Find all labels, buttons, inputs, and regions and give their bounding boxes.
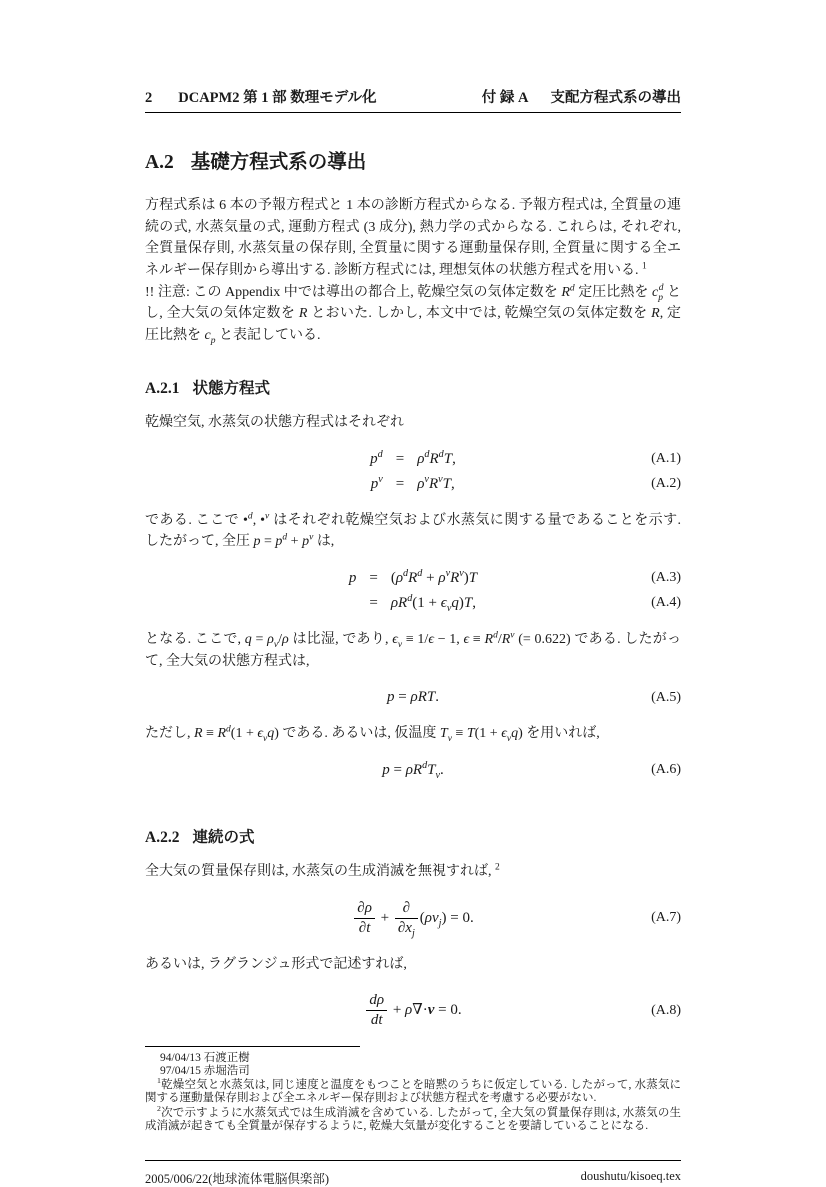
equation-label-a3: (A.3) xyxy=(651,570,681,586)
page-footer xyxy=(145,1169,681,1187)
equation-a8 xyxy=(145,992,681,1029)
equation-a6 xyxy=(145,759,681,781)
equation-rhs: $\rho^vR^vT$, xyxy=(417,473,455,492)
footnote-rule xyxy=(145,1046,360,1047)
subsection-title: 状態方程式 xyxy=(192,379,270,397)
equation-lhs xyxy=(349,591,357,616)
subsection-heading-state-equation xyxy=(145,376,681,398)
header-left-title: DCAPM2 第 1 部 数理モデル化 xyxy=(178,90,377,106)
equation-a1 xyxy=(370,447,456,472)
equation-body: $p = \rho R^dT_v$. xyxy=(382,759,444,781)
equation-a3 xyxy=(349,566,477,591)
page-number: 2 xyxy=(145,90,153,106)
footer-left: 2005/006/22(地球流体電脳倶楽部) xyxy=(145,1171,330,1186)
equation-lhs: $p^d$ xyxy=(370,448,383,467)
equation-rhs: $\rho^dR^dT$, xyxy=(417,448,456,467)
footer-right: doushutu/kisoeq.tex xyxy=(580,1168,681,1183)
equation-relation: = xyxy=(395,450,405,467)
section-number: A.2 xyxy=(145,152,174,173)
equation-body: p = ρRT. xyxy=(387,689,439,706)
equation-a2 xyxy=(370,472,456,497)
equation-group-total-pressure xyxy=(145,566,681,616)
page-header xyxy=(145,86,681,113)
virtual-temperature-paragraph: ただし, $R \equiv R^d(1 + \epsilon_vq)$ である. あるいは, 仮温度 $T_v \equiv T(1 + \epsilon_vq)$ を用いれば, xyxy=(145,724,600,745)
equation-lhs: p xyxy=(348,569,357,586)
footnote-dates xyxy=(160,1052,681,1077)
equation-body: $\frac{d\rho}{dt}$ + ρ∇·v = 0. xyxy=(364,1002,461,1018)
state-equation-intro: 乾燥空気, 水蒸気の状態方程式はそれぞれ xyxy=(145,414,404,430)
lagrange-intro-paragraph: あるいは, ラグランジュ形式で記述すれば, xyxy=(145,956,407,972)
subsection-number: A.2.2 xyxy=(145,828,180,846)
equation-label-a7: (A.7) xyxy=(651,910,681,926)
continuity-intro-paragraph: 全大気の質量保存則は, 水蒸気の生成消滅を無視すれば, $^2$ xyxy=(145,862,500,879)
subsection-number: A.2.1 xyxy=(145,379,180,397)
section-heading xyxy=(145,146,681,174)
equation-label-a5: (A.5) xyxy=(651,689,681,705)
equation-rhs: $(\rho^dR^d + \rho^vR^v)T$ xyxy=(390,567,478,586)
equation-relation: = xyxy=(369,569,378,586)
after-state-equations-paragraph: である. ここで •$^d$, •$^v$ はそれぞれ乾燥空気および水蒸気に関する量であることを示す. したがって, 全圧 $p = p^d + p^v$ は, xyxy=(145,510,682,550)
revision-date-1: 94/04/13 石渡正樹 xyxy=(160,1052,250,1065)
notice-paragraph: !! 注意: この Appendix 中では導出の都合上, 乾燥空気の気体定数を $R^d$ 定圧比熱を $c_p^d$ とし, 全大気の気体定数を R とおいた. しかし, 本文中では, 乾燥空気の気体定数を R, 定圧比熱を $c_p$ と表記している. xyxy=(145,283,682,346)
appendix-label: 付 録 A xyxy=(481,90,529,106)
revision-date-2: 97/04/15 赤堀浩司 xyxy=(160,1064,250,1077)
footer-rule xyxy=(145,1160,681,1161)
intro-paragraph: 方程式系は 6 本の予報方程式と 1 本の診断方程式からなる. 予報方程式は, 全質量の連続の式, 水蒸気量の式, 運動方程式 (3 成分), 熱力学の式からなる. これらは, それぞれ, 全質量保存則, 水蒸気量の保存則, 全質量に関する運動量保存則, 全質量に関する全エネルギー保存則から導出する. 診断方程式には, 理想気体の状態方程式を用いる. $^1$ xyxy=(145,198,681,279)
footnote-1: $^1$乾燥空気と水蒸気は, 同じ速度と温度をもつことを暗黙のうちに仮定している. したがって, 水蒸気に関する運動量保存則および全エネルギー保存則および状態方程式を考慮する必要がない. xyxy=(145,1075,681,1105)
header-left xyxy=(145,86,376,107)
equation-label-a6: (A.6) xyxy=(651,762,681,778)
appendix-title: 支配方程式系の導出 xyxy=(550,90,681,106)
equation-relation: = xyxy=(395,475,405,492)
equation-label-a2: (A.2) xyxy=(651,476,681,491)
subsection-heading-continuity xyxy=(145,825,681,847)
equation-relation: = xyxy=(369,594,378,611)
header-right xyxy=(482,86,681,107)
equation-label-a1: (A.1) xyxy=(651,451,681,466)
equation-rhs: $\rho R^d(1 + \epsilon_vq)T$, xyxy=(390,592,476,614)
footnote-2: $^2$次で示すように水蒸気式では生成消滅を含めている. したがって, 全大気の質量保存則は, 水蒸気の生成消滅が起きても全質量が保存するように, 乾燥大気量が変化することを要請していることになる. xyxy=(145,1103,681,1133)
subsection-title: 連続の式 xyxy=(192,828,255,846)
equation-group-state xyxy=(145,447,681,497)
equation-a7 xyxy=(145,900,681,937)
specific-humidity-paragraph: となる. ここで, $q = \rho_v/\rho$ は比湿, であり, $\epsilon_v \equiv 1/\epsilon - 1$, $\epsilon \equiv R^d/R^v$ (= 0.622) である. したがって, 全大気の状態方程式は, xyxy=(145,630,681,669)
section-title: 基礎方程式系の導出 xyxy=(190,152,367,173)
equation-lhs: $p^v$ xyxy=(370,473,383,492)
equation-body: $\frac{\partial\rho}{\partial t}$ + $\frac{\partial}{\partial x_j}$ $(\rho v_j) = 0$. xyxy=(352,910,473,926)
equation-a5 xyxy=(145,689,681,706)
footnote-block xyxy=(145,1046,681,1134)
equation-a4 xyxy=(349,591,477,616)
equation-label-a4: (A.4) xyxy=(651,595,681,611)
equation-label-a8: (A.8) xyxy=(651,1002,681,1018)
